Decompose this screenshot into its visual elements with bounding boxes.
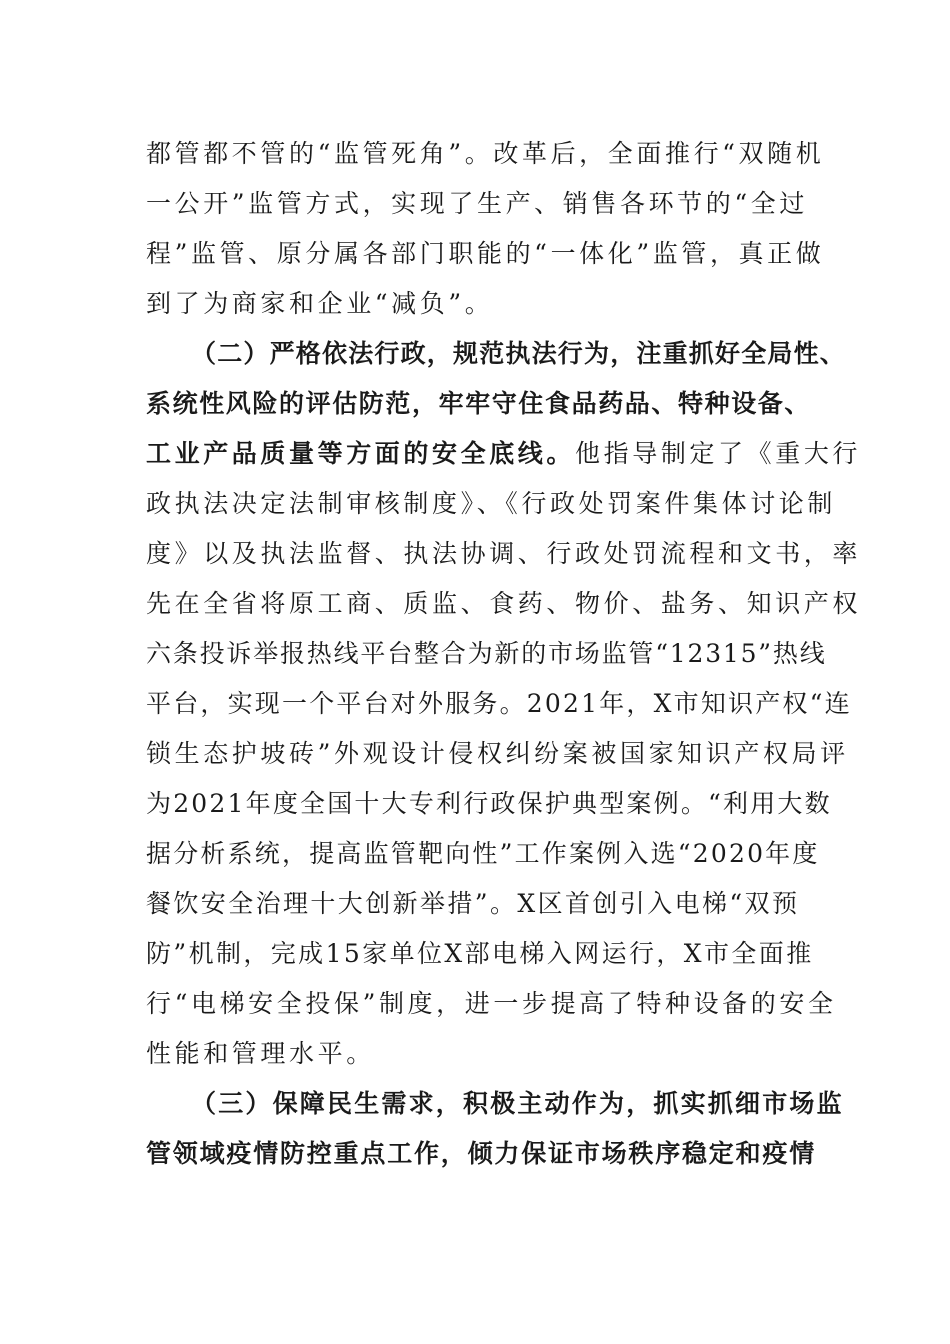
paragraph-line: 六条投诉举报热线平台整合为新的市场监管“12315”热线	[146, 639, 827, 668]
paragraph-line: 性能和管理水平。	[146, 1039, 375, 1068]
section-heading-line: （三）保障民生需求，积极主动作为，抓实抓细市场监	[191, 1089, 844, 1118]
paragraph-line: 到了为商家和企业“减负”。	[146, 289, 494, 318]
paragraph-line: 平台，实现一个平台对外服务。2021年，X市知识产权“连	[146, 689, 852, 718]
paragraph-line: 行“电梯安全投保”制度，进一步提高了特种设备的安全	[146, 989, 837, 1018]
paragraph-line: 他指导制定了《重大行	[575, 439, 862, 468]
paragraph-2	[146, 329, 862, 1079]
paragraph-line: 据分析系统，提高监管靶向性”工作案例入选“2020年度	[146, 839, 820, 868]
paragraph-line: 餐饮安全治理十大创新举措”。X区首创引入电梯“双预	[146, 889, 800, 918]
section-heading-line: 系统性风险的评估防范，牢牢守住食品药品、特种设备、	[146, 389, 812, 418]
section-heading-line: 管领域疫情防控重点工作，倾力保证市场秩序稳定和疫情	[146, 1139, 817, 1168]
paragraph-line: 先在全省将原工商、质监、食药、物价、盐务、知识产权	[146, 589, 862, 618]
paragraph-line: 政执法决定法制审核制度》、《行政处罚案件集体讨论制	[146, 489, 837, 518]
section-heading-line: 工业产品质量等方面的安全底线。	[146, 439, 576, 468]
mixed-line	[146, 429, 862, 479]
paragraph-1	[146, 129, 825, 329]
paragraph-line: 程”监管、原分属各部门职能的“一体化”监管，真正做	[146, 239, 825, 268]
paragraph-line: 锁生态护坡砖”外观设计侵权纠纷案被国家知识产权局评	[146, 739, 849, 768]
paragraph-line: 防”机制，完成15家单位X部电梯入网运行，X市全面推	[146, 939, 814, 968]
paragraph-line: 一公开”监管方式，实现了生产、销售各环节的“全过	[146, 189, 808, 218]
section-heading-line: （二）严格依法行政，规范执法行为，注重抓好全局性、	[191, 339, 847, 368]
paragraph-line: 为2021年度全国十大专利行政保护典型案例。“利用大数	[146, 789, 832, 818]
paragraph-line: 都管都不管的“监管死角”。改革后，全面推行“双随机	[146, 139, 825, 168]
paragraph-3	[146, 1079, 844, 1179]
paragraph-line: 度》以及执法监督、执法协调、行政处罚流程和文书，率	[146, 539, 862, 568]
